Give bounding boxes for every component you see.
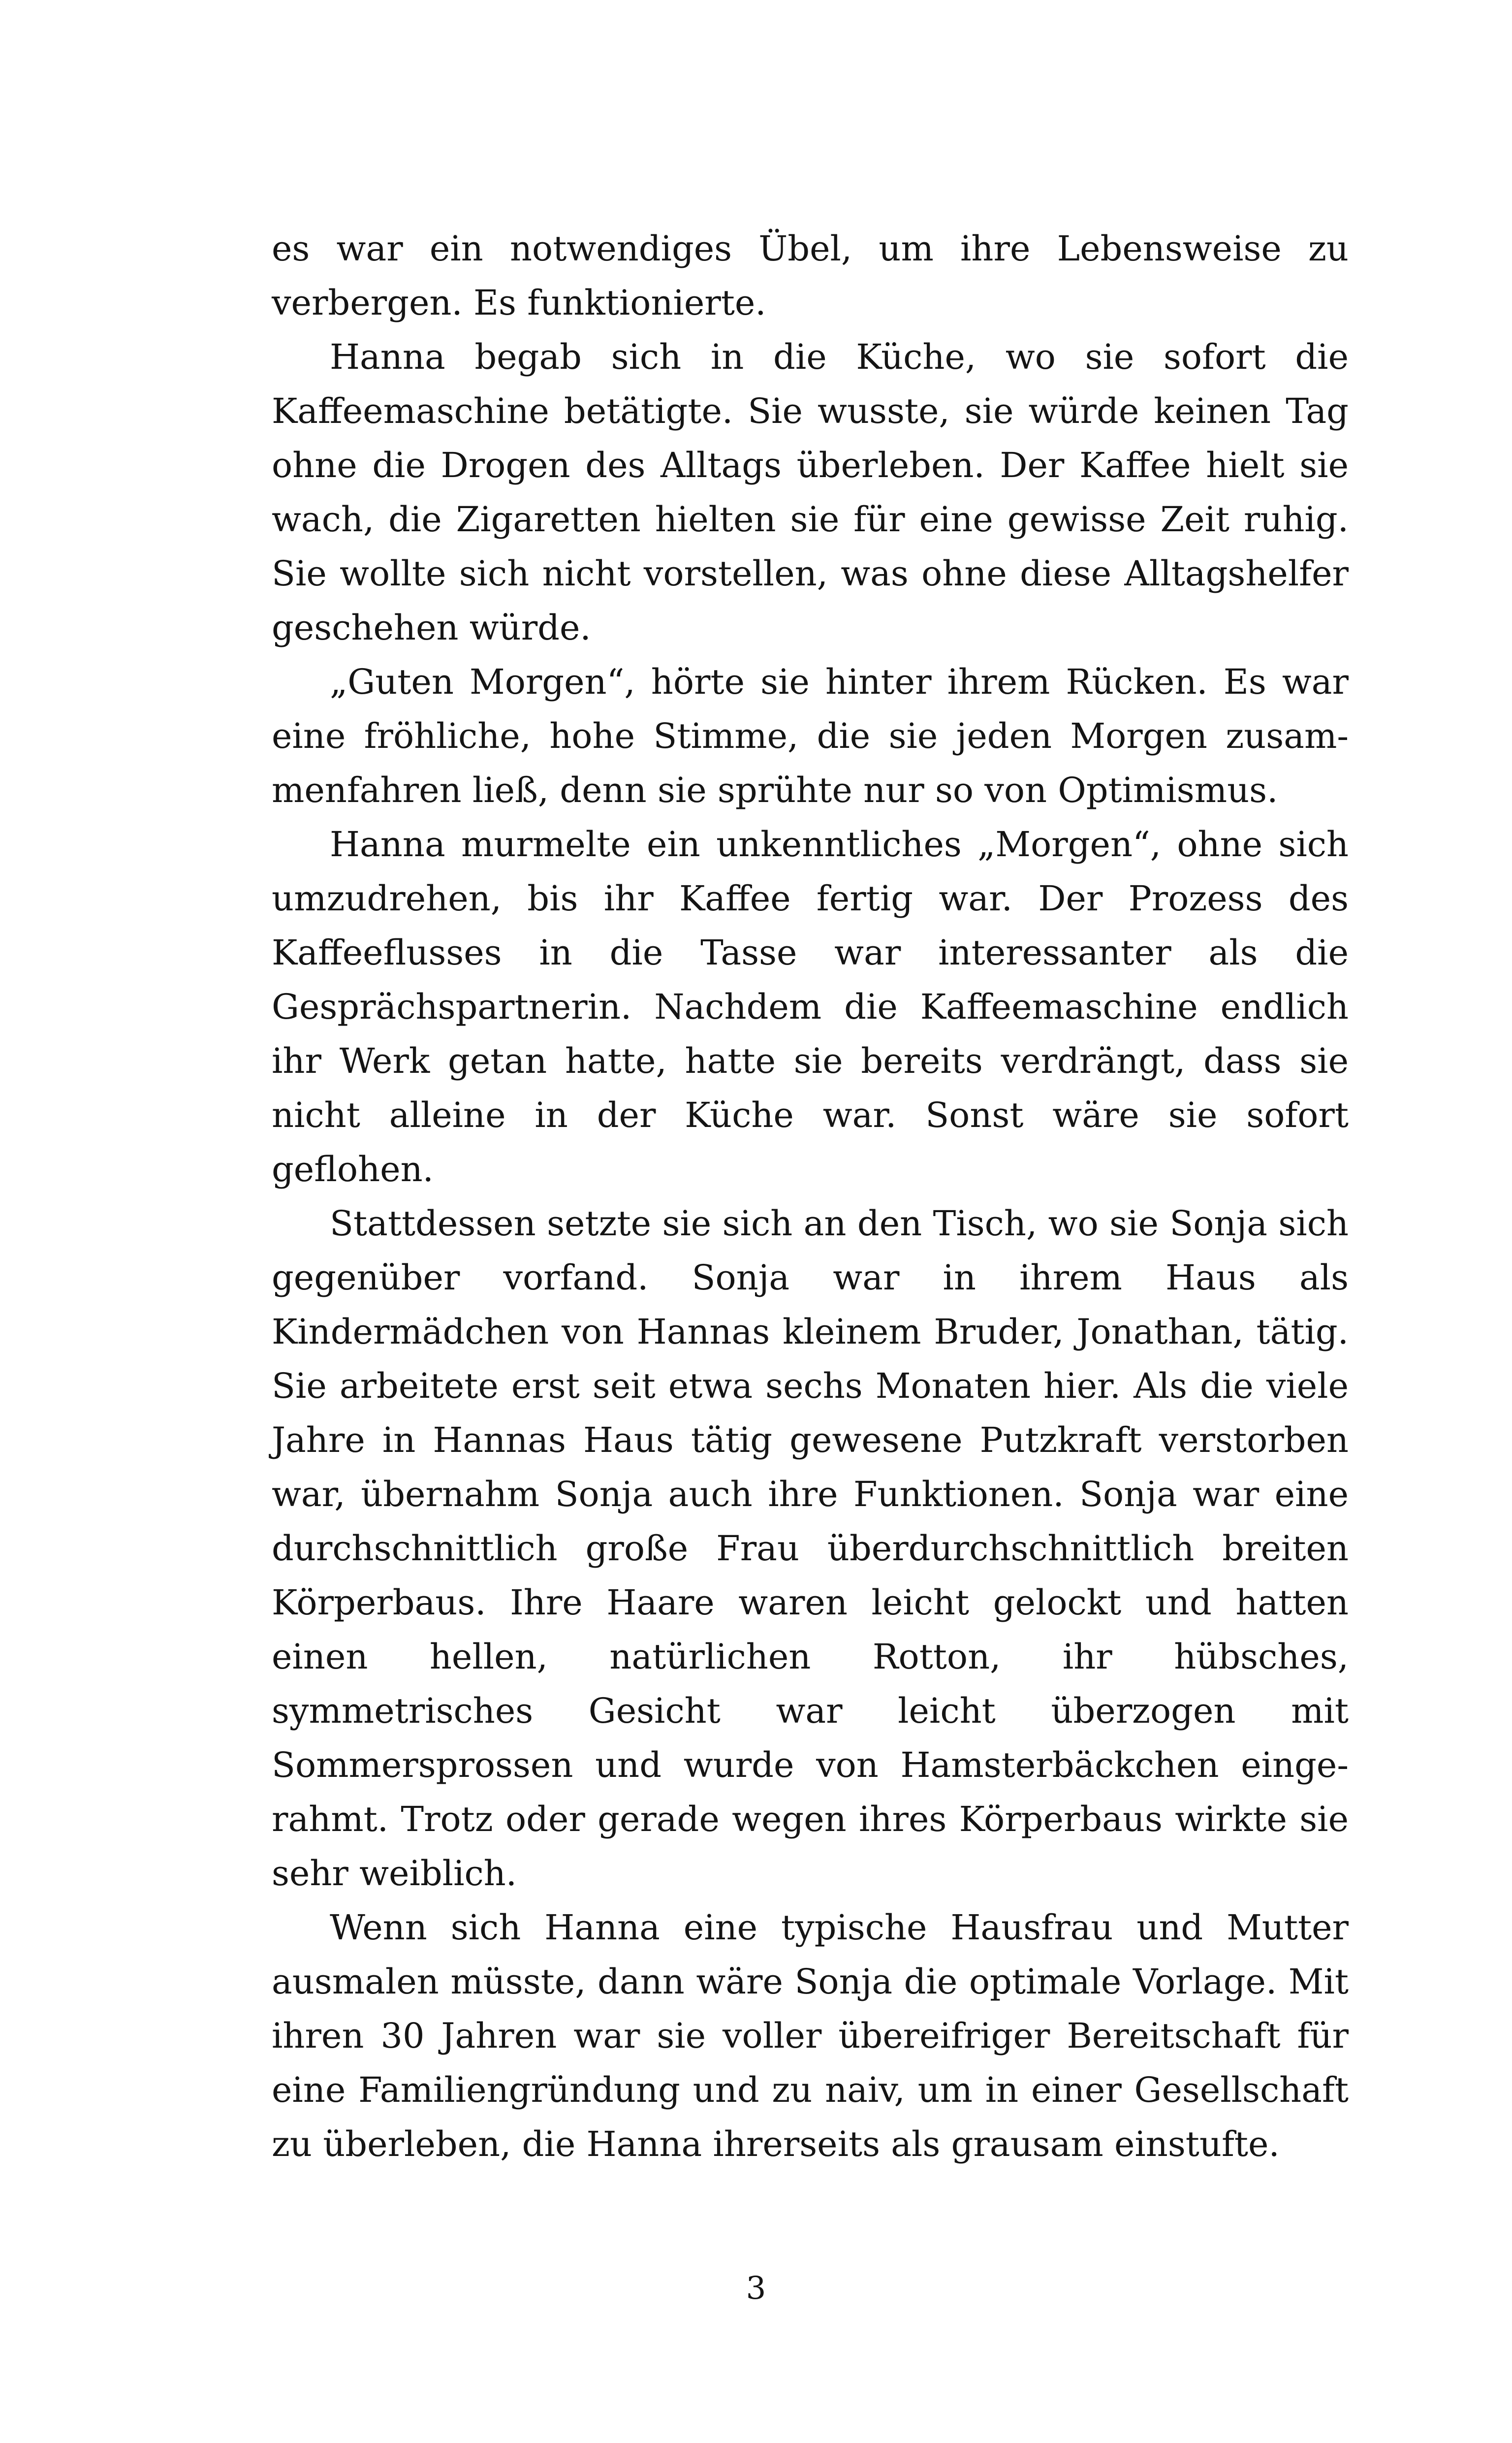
paragraph-5: Stattdessen setzte sie sich an den Tisch, wo sie Sonja sich gegenüber vorfand. Sonja war in ihrem Haus als Kindermädchen von Hannas kleinem Bruder, Jonathan, tätig. Sie arbeitete erst seit etwa sechs Monaten hier. Als die viele Jahre in Hannas Haus tätig gewesene Putzkraft verstorben war, übernahm Sonja auch ihre Funktionen. Sonja war eine durchschnittlich große Frau überdurchschnittlich breiten Körperbaus. Ihre Haare waren leicht gelockt und hatten einen hellen, natürlichen Rotton, ihr hübsches, symmetrisches Gesicht war leicht überzogen mit Sommersprossen und wurde von Hamsterbäckchen eingerahmt. Trotz oder gerade wegen ihres Körperbaus wirkte sie sehr weiblich.: [272, 1203, 1349, 1894]
paragraph-1: es war ein notwendiges Übel, um ihre Lebensweise zu verbergen. Es funktionierte.: [272, 228, 1349, 323]
body-text: [272, 222, 1349, 2171]
paragraph-2: Hanna begab sich in die Küche, wo sie sofort die Kaffeemaschine betätigte. Sie wusste, sie würde keinen Tag ohne die Drogen des Alltags überleben. Der Kaffee hielt sie wach, die Zigaretten hielten sie für eine gewisse Zeit ruhig. Sie wollte sich nicht vorstellen, was ohne diese Alltagshelfer geschehen würde.: [272, 337, 1349, 648]
paragraph-6: Wenn sich Hanna eine typische Hausfrau und Mutter ausmalen müsste, dann wäre Sonja die optimale Vorlage. Mit ihren 30 Jahren war sie voller übereifriger Bereitschaft für eine Familiengründung und zu naiv, um in einer Gesellschaft zu überleben, die Hanna ihrerseits als grausam einstufte.: [272, 1907, 1349, 2164]
paragraph-3: „Guten Morgen“, hörte sie hinter ihrem Rücken. Es war eine fröhliche, hohe Stimme, die sie jeden Morgen zusammenfahren ließ, denn sie sprühte nur so von Optimismus.: [272, 662, 1349, 810]
page-number: 3: [746, 2270, 766, 2307]
paragraph-4: Hanna murmelte ein unkenntliches „Morgen“, ohne sich umzudrehen, bis ihr Kaffee fertig war. Der Prozess des Kaffeeflusses in die Tasse war interessanter als die Gesprächspartnerin. Nachdem die Kaffeemaschine endlich ihr Werk getan hatte, hatte sie bereits verdrängt, dass sie nicht alleine in der Küche war. Sonst wäre sie sofort geflohen.: [272, 824, 1349, 1189]
